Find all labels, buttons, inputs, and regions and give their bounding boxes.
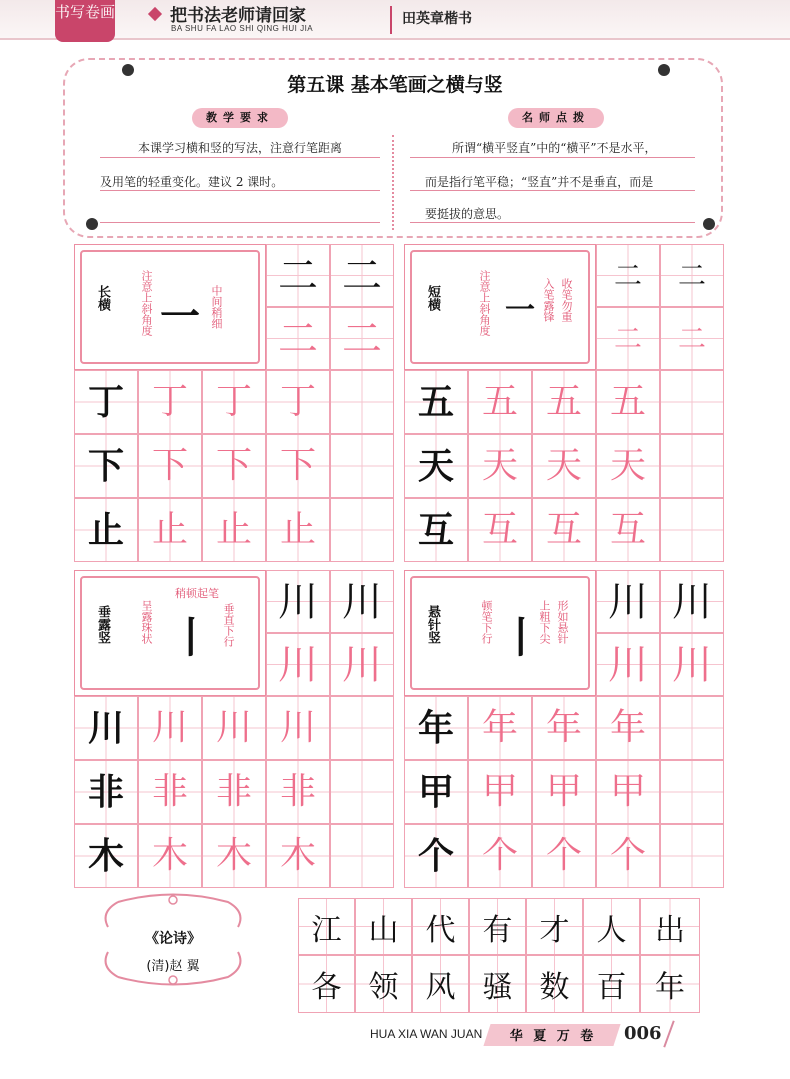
- xuanzhen-shu-note3: 形如悬针: [556, 600, 569, 644]
- blank-cell: [660, 434, 724, 498]
- xuanzhen-shu-note1: 顿笔下行: [480, 600, 493, 644]
- trace-char: 止: [138, 498, 202, 562]
- poem-char: 出: [640, 898, 700, 955]
- heng-trace-cell: 二: [266, 307, 330, 370]
- poem-char: 山: [355, 898, 412, 955]
- shu-stroke-cell: 川: [266, 570, 330, 633]
- poem-char: 风: [412, 955, 469, 1013]
- poem-title: 《论诗》: [145, 931, 201, 947]
- author-title: 田英章楷书: [402, 11, 472, 27]
- blank-cell: [660, 760, 724, 824]
- short-heng-name: 短横: [425, 285, 440, 311]
- trace-char: 丁: [202, 370, 266, 434]
- slash-decoration: [663, 1021, 674, 1048]
- practice-char: 丁: [74, 370, 138, 434]
- teaching-line-1: 本课学习横和竖的写法，注意行笔距离: [138, 141, 343, 155]
- tips-line-2: 而是指行笔平稳；“竖直”并不是垂直，而是: [425, 175, 654, 189]
- series-title: 把书法老师请回家: [170, 6, 306, 26]
- long-heng-name: 长横: [95, 285, 110, 311]
- trace-char: 川: [202, 696, 266, 760]
- trace-char: 止: [202, 498, 266, 562]
- trace-char: 非: [266, 760, 330, 824]
- trace-char: 甲: [532, 760, 596, 824]
- trace-char: 互: [468, 498, 532, 562]
- heng-stroke-cell: 二: [266, 244, 330, 307]
- heng-stroke-cell: 二: [330, 244, 394, 307]
- trace-char: 年: [468, 696, 532, 760]
- blank-cell: [330, 434, 394, 498]
- trace-char: 年: [532, 696, 596, 760]
- footer-pinyin: HUA XIA WAN JUAN: [370, 1027, 483, 1041]
- blank-cell: [330, 498, 394, 562]
- teaching-line-2: 及用笔的轻重变化。建议 2 课时。: [100, 175, 284, 189]
- trace-char: 五: [468, 370, 532, 434]
- short-heng-note2: 入笔露锋: [542, 278, 555, 322]
- trace-char: 下: [266, 434, 330, 498]
- chuilu-shu-note3: 垂直下行: [222, 603, 235, 647]
- practice-char: 年: [404, 696, 468, 760]
- short-heng-note1: 注意上斜角度: [478, 270, 491, 336]
- trace-char: 非: [138, 760, 202, 824]
- heng-stroke-cell: 二: [596, 244, 660, 307]
- heng-trace-cell: 二: [330, 307, 394, 370]
- tips-line-3: 要挺拔的意思。: [425, 207, 510, 221]
- practice-char: 非: [74, 760, 138, 824]
- xuanzhen-shu-sample: 丨: [500, 613, 543, 662]
- blank-cell: [660, 498, 724, 562]
- footer-name: 华 夏 万 卷: [509, 1029, 597, 1044]
- tips-line-1: 所谓“横平竖直”中的“横平”不是水平，: [452, 141, 657, 155]
- rule-line: [410, 222, 695, 223]
- practice-char: 互: [404, 498, 468, 562]
- trace-char: 非: [202, 760, 266, 824]
- trace-char: 互: [532, 498, 596, 562]
- practice-char: 木: [74, 824, 138, 888]
- poem-char: 才: [526, 898, 583, 955]
- trace-char: 互: [596, 498, 660, 562]
- long-heng-note1: 注意上斜角度: [140, 270, 153, 336]
- short-heng-sample: 一: [505, 293, 535, 328]
- trace-char: 个: [468, 824, 532, 888]
- blank-cell: [330, 824, 394, 888]
- trace-char: 个: [532, 824, 596, 888]
- chuilu-shu-name: 垂露竖: [95, 605, 110, 644]
- trace-char: 丁: [266, 370, 330, 434]
- shu-trace-cell: 川: [330, 633, 394, 696]
- practice-char: 五: [404, 370, 468, 434]
- blank-cell: [660, 370, 724, 434]
- trace-char: 川: [138, 696, 202, 760]
- trace-char: 川: [266, 696, 330, 760]
- trace-char: 木: [202, 824, 266, 888]
- series-pinyin: BA SHU FA LAO SHI QING HUI JIA: [171, 24, 314, 33]
- heng-trace-cell: 二: [660, 307, 724, 370]
- trace-char: 下: [138, 434, 202, 498]
- shu-trace-cell: 川: [596, 633, 660, 696]
- trace-char: 木: [138, 824, 202, 888]
- blank-cell: [330, 696, 394, 760]
- shu-stroke-cell: 川: [330, 570, 394, 633]
- chuilu-shu-sample: 丨: [170, 613, 213, 662]
- poem-char: 人: [583, 898, 640, 955]
- rule-line: [410, 190, 695, 191]
- shu-trace-cell: 川: [266, 633, 330, 696]
- shu-stroke-cell: 川: [660, 570, 724, 633]
- practice-char: 止: [74, 498, 138, 562]
- trace-char: 丁: [138, 370, 202, 434]
- poem-char: 骚: [469, 955, 526, 1013]
- poem-char: 代: [412, 898, 469, 955]
- poem-char: 数: [526, 955, 583, 1013]
- heng-stroke-cell: 二: [660, 244, 724, 307]
- xuanzhen-shu-note2: 上粗下尖: [538, 600, 551, 644]
- rule-line: [100, 190, 380, 191]
- trace-char: 下: [202, 434, 266, 498]
- heng-trace-cell: 二: [596, 307, 660, 370]
- trace-char: 甲: [468, 760, 532, 824]
- tips-badge: 名师点拨: [508, 108, 604, 128]
- practice-char: 下: [74, 434, 138, 498]
- practice-char: 川: [74, 696, 138, 760]
- practice-char: 个: [404, 824, 468, 888]
- chuilu-shu-note2: 呈露珠状: [140, 600, 153, 644]
- trace-char: 天: [532, 434, 596, 498]
- blank-cell: [330, 370, 394, 434]
- trace-char: 个: [596, 824, 660, 888]
- teaching-badge: 教学要求: [192, 108, 288, 128]
- practice-char: 甲: [404, 760, 468, 824]
- trace-char: 五: [596, 370, 660, 434]
- pin-icon: [86, 218, 98, 230]
- short-heng-note3: 收笔勿重: [560, 278, 573, 322]
- rule-line: [410, 157, 695, 158]
- long-heng-note2: 中间稍细: [210, 285, 223, 329]
- poem-char: 江: [298, 898, 355, 955]
- rule-line: [100, 222, 380, 223]
- poem-char: 各: [298, 955, 355, 1013]
- trace-char: 五: [532, 370, 596, 434]
- column-divider: [392, 135, 394, 230]
- blank-cell: [330, 760, 394, 824]
- poem-char: 年: [640, 955, 700, 1013]
- page-number: 006: [624, 1023, 662, 1044]
- poem-char: 领: [355, 955, 412, 1013]
- trace-char: 止: [266, 498, 330, 562]
- blank-cell: [660, 696, 724, 760]
- pin-icon: [703, 218, 715, 230]
- header-band: [0, 0, 790, 40]
- poem-char: 有: [469, 898, 526, 955]
- trace-char: 木: [266, 824, 330, 888]
- rule-line: [100, 157, 380, 158]
- trace-char: 天: [596, 434, 660, 498]
- trace-char: 甲: [596, 760, 660, 824]
- practice-char: 天: [404, 434, 468, 498]
- xuanzhen-shu-name: 悬针竖: [425, 605, 440, 644]
- shu-stroke-cell: 川: [596, 570, 660, 633]
- chuilu-shu-note1: 稍顿起笔: [175, 587, 219, 600]
- trace-char: 年: [596, 696, 660, 760]
- poem-author: (清)赵 翼: [146, 959, 200, 974]
- trace-char: 天: [468, 434, 532, 498]
- shu-trace-cell: 川: [660, 633, 724, 696]
- long-heng-sample: 一: [160, 293, 200, 340]
- lesson-title: 第五课 基本笔画之横与竖: [287, 74, 503, 96]
- poem-char: 百: [583, 955, 640, 1013]
- series-logo: 书写卷画: [55, 0, 115, 42]
- blank-cell: [660, 824, 724, 888]
- header-divider: [390, 6, 392, 34]
